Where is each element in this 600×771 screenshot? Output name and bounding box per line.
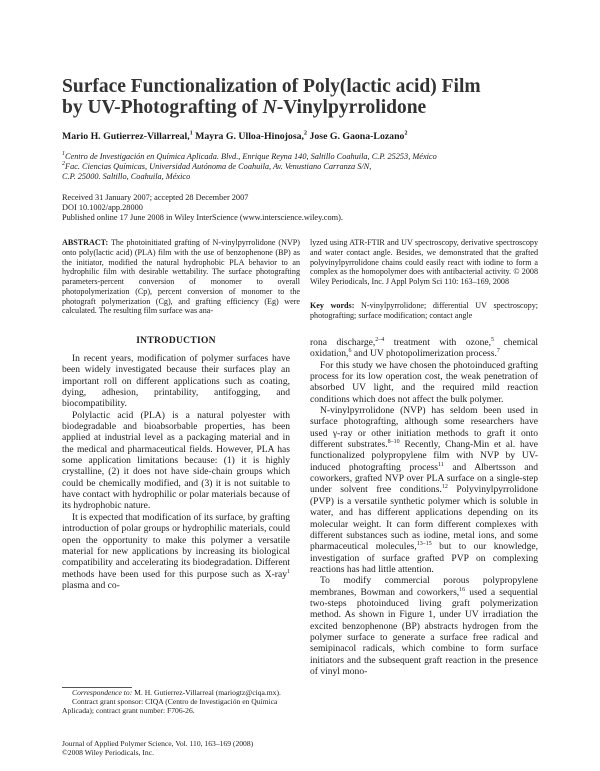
abstract-right: lyzed using ATR-FTIR and UV spectroscopy, derivative spectroscopy and water contact angle. Besides, we demonstrated that the grafted polyvinylpyrrolidone chains could easily react with iodine to form a complex as the homopolymer does with antibacterial activity. © 2008 Wiley Periodicals, Inc. J Appl Polym Sci 110: 163–169, 2008 (310, 238, 538, 286)
paragraph: It is expected that modification of its surface, by grafting introduction of polar groups or hydrophilic materials, could open the opportunity to make this polymer a versatile material for new applications by increasing its biological compatibility and accelerating its biodegradation. Different methods have been used for this purpose such as X-ray$^1$ plasma and co- (62, 511, 290, 591)
footnotes (62, 688, 290, 716)
section-heading-introduction: INTRODUCTION (136, 336, 216, 346)
paragraph: N-vinylpyrrolidone (NVP) has seldom been used in surface photografting, although some researchers have used γ-ray or other initiation methods to graft it onto different substrates.$^{8-10}$ Recently, Chang-Min et al. have functionalized polypropylene film with NVP by UV-induced photografting process$^{11}$ and Albertsson and coworkers, grafted NVP over PLA surface on a single-step under solvent free conditions.$^{12}$ Polyvinylpyrrolidone (PVP) is a versatile synthetic polymer which is soluble in water, and has different applications depending on its molecular weight. It can form different complexes with different substances such as iodine, metal ions, and some pharmaceutical molecules,$^{13-15}$ but to our knowledge, investigation of surface grafted PVP on complexing reactions has had little attention. (310, 405, 538, 575)
grant-note: Contract grant sponsor: CIQA (Centro de Investigación en Química Aplicada); contract grant number: F706-26. (62, 697, 278, 716)
body-column-right (310, 337, 538, 677)
published-date: Published online 17 June 2008 in Wiley InterScience (www.interscience.wiley.com). (62, 213, 343, 223)
title-line-1: Surface Functionalization of Poly(lactic acid) Film (62, 76, 481, 97)
paper-title (62, 76, 542, 118)
affiliation-1: $^1$Centro de Investigación en Química Aplicada. Blvd., Enrique Reyna 140, Saltillo Coahuila, C.P. 25253, México (62, 151, 437, 161)
abstract-label: ABSTRACT: (62, 238, 109, 247)
paragraph: For this study we have chosen the photoinduced grafting process for its low operation cost, the weak penetration of absorbed UV light, and the required mild reaction conditions which does not affect the bulk polymer. (310, 359, 538, 405)
doi: DOI 10.1002/app.28000 (62, 203, 143, 213)
journal-info (62, 739, 290, 757)
paragraph: Polylactic acid (PLA) is a natural polyester with biodegradable and bioabsorbable properties, has been applied at industrial level as a packaging material and in the medical and pharmaceutical fields. However, PLA has some application limitations because: (1) it is highly crystalline, (2) it does not have side-chain groups which could be chemically modified, and (3) it is not suitable to have contact with hydrophilic or polar materials because of its hydrophobic nature. (62, 409, 290, 512)
affiliations (62, 152, 542, 183)
affiliation-2-cont: C.P. 25000. Saltillo, Coahuila, México (62, 172, 191, 182)
body-column-left (62, 353, 290, 591)
publication-dates (62, 193, 343, 224)
affiliation-2: $^2$Fac. Ciencias Químicas, Universidad Autónoma de Coahuila, Av. Venustiano Carranza S/N, (62, 161, 372, 172)
keywords-label: Key words: (310, 301, 355, 310)
paragraph: rona discharge,$^{2-4}$ treatment with ozone,$^5$ chemical oxidation,$^6$ and UV photopolimerization process.$^7$ (310, 336, 538, 360)
keywords: Key words: N-vinylpyrrolidone; differential UV spectroscopy; photografting; surface modification; contact angle (310, 301, 538, 320)
paragraph: In recent years, modification of polymer surfaces have been widely investigated because their surfaces play an important roll on different applications such as coating, dying, adhesion, printability, antifogging, and biocompatibility. (62, 353, 290, 410)
journal-citation: Journal of Applied Polymer Science, Vol. 110, 163–169 (2008) (62, 739, 254, 748)
copyright: ©2008 Wiley Periodicals, Inc. (62, 748, 154, 758)
correspondence-note: Correspondence to: M. H. Gutierrez-Villarreal (mariogtz@ciqa.mx). (72, 688, 281, 697)
received-date: Received 31 January 2007; accepted 28 December 2007 (62, 193, 249, 202)
paragraph: To modify commercial porous polypropylene membranes, Bowman and coworkers,$^{16}$ used a sequential two-steps photoinduced living graft polymerization method. As shown in Figure 1, under UV irradiation the excited benzophenone (BP) abstracts hydrogen from the polymer surface to generate a surface free radical and semipinacol radicals, which combine to form surface initiators and the subsequent graft reaction in the presence of vinyl mono- (310, 575, 538, 677)
author-list: Mario H. Gutierrez-Villarreal,$^1$ Mayra G. Ulloa-Hinojosa,$^2$ Jose G. Gaona-Lozano$^2$ (62, 130, 408, 142)
title-line-2: by UV-Photografting of N-Vinylpyrrolidone (62, 97, 427, 118)
abstract-left: ABSTRACT: The photoinitiated grafting of N-vinylpyrrolidone (NVP) onto poly(lactic acid) (PLA) film with the use of benzophenone (BP) as the initiator, modified the natural hydrophobic PLA behavior to an hydrophilic film with desirable wettability. The surface photografting parameters-percent conversion of monomer to overall photopolymerization (Cp), percent conversion of monomer to the photograft polymerization (Cg), and grafting efficiency (Eg) were calculated. The resulting film surface was ana- (62, 238, 300, 316)
